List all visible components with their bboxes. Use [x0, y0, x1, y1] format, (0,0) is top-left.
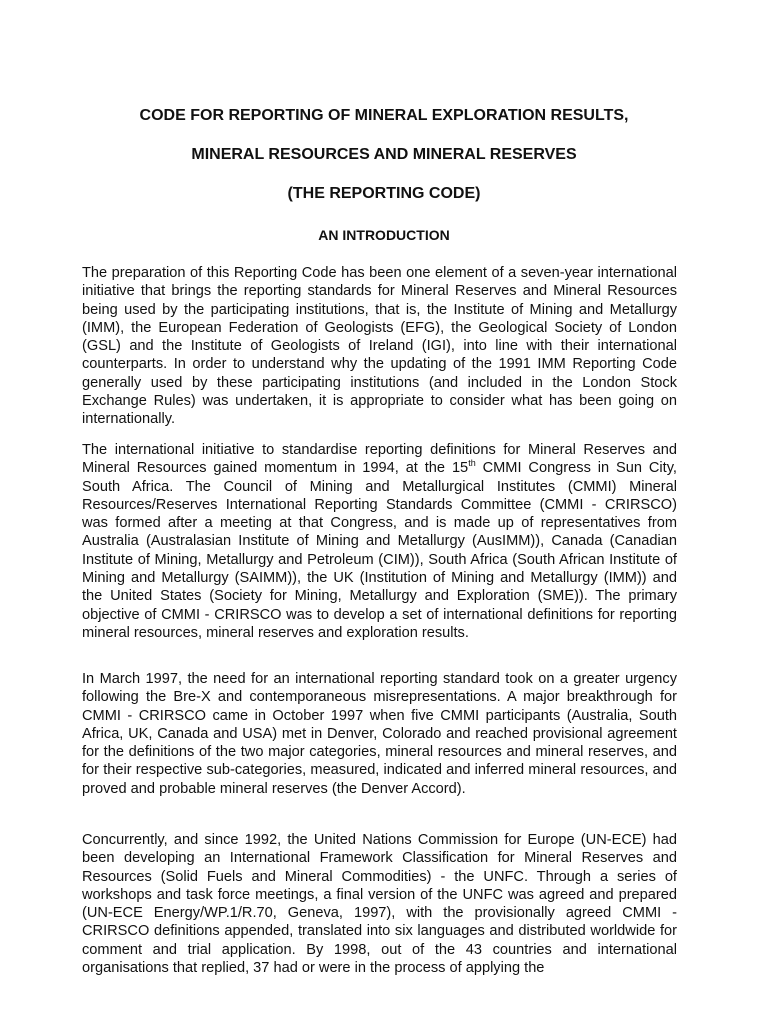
ordinal-superscript: th — [468, 458, 476, 469]
paragraph-2-text-after: CMMI Congress in Sun City, South Africa. The Council of Mining and Metallurgical Institutes (CMMI) Mineral Resources/Reserves International Reporting Standards Committee (CMMI - CRIRSCO) was formed after a meeting at that Congress, and is made up of representatives from Australia (Australasian Institute of Mining and Metallurgy (AusIMM)), Canada (Canadian Institute of Mining, Metallurgy and Petroleum (CIM)), South Africa (South African Institute of Mining and Metallurgy (SAIMM)), the UK (Institution of Mining and Metallurgy (IMM)) and the United States (Society for Mining, Metallurgy and Exploration (SME)). The primary objective of CMMI - CRIRSCO was to develop a set of international definitions for reporting mineral resources, mineral reserves and exploration results. — [82, 460, 677, 641]
paragraph-2-text-before: The international initiative to standardise reporting definitions for Mineral Reserves and Mineral Resources gained momentum in 1994, at the 15 — [82, 442, 677, 477]
title-line-2: MINERAL RESOURCES AND MINERAL RESERVES — [191, 146, 577, 163]
paragraph-2 — [82, 441, 677, 642]
title-line-3: (THE REPORTING CODE) — [287, 185, 481, 202]
paragraph-1: The preparation of this Reporting Code has been one element of a seven-year international initiative that brings the reporting standards for Mineral Reserves and Mineral Resources being used by the participating institutions, that is, the Institute of Mining and Metallurgy (IMM), the European Federation of Geologists (EFG), the Geological Society of London (GSL) and the Institute of Geologists of Ireland (IGI), into line with their international counterparts. In order to understand why the updating of the 1991 IMM Reporting Code generally used by these participating institutions (and included in the London Stock Exchange Rules) was undertaken, it is appropriate to consider what has been going on internationally. — [82, 265, 677, 428]
section-heading: AN INTRODUCTION — [318, 227, 450, 243]
paragraph-4: Concurrently, and since 1992, the United Nations Commission for Europe (UN-ECE) had been developing an International Framework Classification for Mineral Reserves and Resources (Solid Fuels and Mineral Commodities) - the UNFC. Through a series of workshops and task force meetings, a final version of the UNFC was agreed and prepared (UN-ECE Energy/WP.1/R.70, Geneva, 1997), with the provisionally agreed CMMI - CRIRSCO definitions appended, translated into six languages and distributed worldwide for comment and trial application. By 1998, out of the 43 countries and international organisations that replied, 37 had or were in the process of applying the — [82, 832, 677, 977]
paragraph-3: In March 1997, the need for an international reporting standard took on a greater urgency following the Bre-X and contemporaneous misrepresentations. A major breakthrough for CMMI - CRIRSCO came in October 1997 when five CMMI participants (Australia, South Africa, UK, Canada and USA) met in Denver, Colorado and reached provisional agreement for the definitions of the two major categories, mineral resources and mineral reserves, and for their respective sub-categories, measured, indicated and inferred mineral resources, and proved and probable mineral reserves (the Denver Accord). — [82, 671, 677, 797]
title-line-1: CODE FOR REPORTING OF MINERAL EXPLORATION RESULTS, — [139, 107, 629, 124]
